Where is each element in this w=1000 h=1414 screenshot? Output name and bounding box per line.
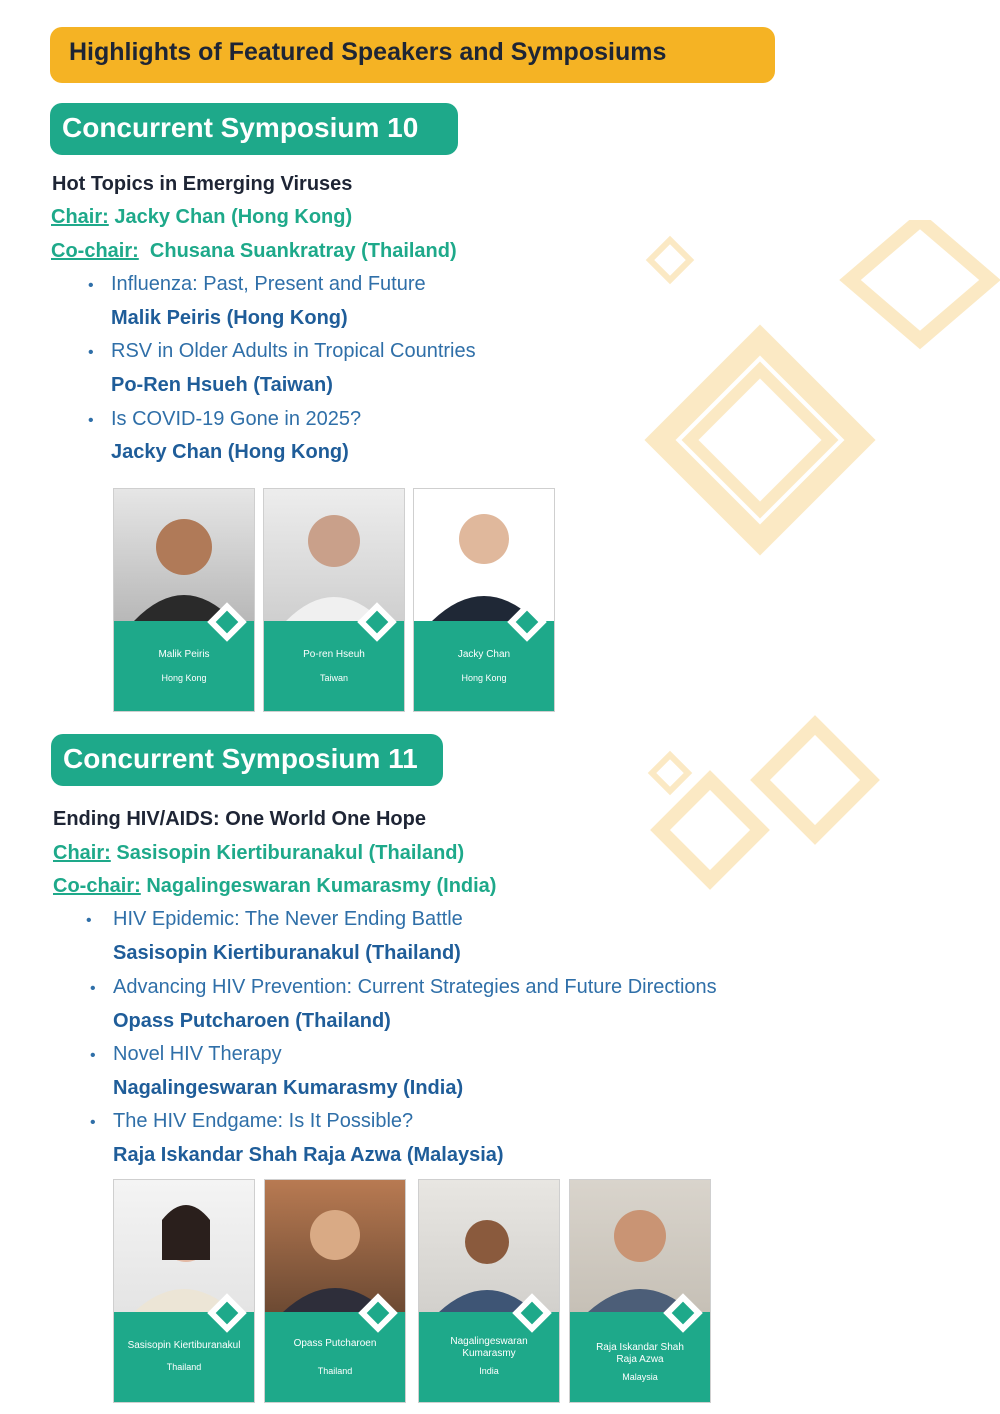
cochair-value: Nagalingeswaran Kumarasmy (India): [140, 875, 497, 897]
bullet-dot: •: [90, 980, 96, 997]
cochair-value: Chusana Suankratray (Thailand): [138, 240, 457, 262]
talk-speaker: Po-Ren Hsueh (Taiwan): [111, 374, 333, 396]
symposium-10-cochair: [51, 240, 457, 263]
symposium-10-topic: Hot Topics in Emerging Viruses: [52, 173, 353, 195]
speaker-card-name: Jacky Chan: [457, 649, 511, 660]
symposium-10-title: Concurrent Symposium 10: [62, 112, 419, 143]
speaker-card: [113, 1179, 255, 1403]
cochair-label: Co-chair:: [51, 240, 139, 262]
speaker-card-country: India: [479, 1366, 499, 1376]
emblem-icon: [204, 599, 250, 645]
chair-value: Jacky Chan (Hong Kong): [108, 206, 353, 228]
speaker-card: [413, 488, 555, 712]
chair-label: Chair:: [51, 206, 109, 228]
symposium-10-banner: [50, 103, 458, 155]
page-title: Highlights of Featured Speakers and Symposiums: [69, 38, 667, 66]
talk-speaker: Raja Iskandar Shah Raja Azwa (Malaysia): [113, 1144, 504, 1166]
talk-speaker: Opass Putcharoen (Thailand): [113, 1010, 391, 1032]
speaker-card-name: Raja Iskandar Shah Raja Azwa: [596, 1342, 684, 1365]
speaker-card: [263, 488, 405, 712]
speaker-card-name: Malik Peiris: [158, 649, 210, 660]
speaker-card: [569, 1179, 711, 1403]
bullet-dot: •: [90, 1114, 96, 1131]
bullet-dot: •: [88, 277, 94, 294]
bullet-dot: •: [90, 1047, 96, 1064]
speaker-card-name: Sasisopin Kiertiburanakul: [127, 1340, 241, 1351]
talk-speaker: Jacky Chan (Hong Kong): [111, 441, 349, 463]
bullet-dot: •: [88, 344, 94, 361]
emblem-icon: [355, 1290, 401, 1336]
talk-speaker: Malik Peiris (Hong Kong): [111, 307, 348, 329]
talk-speaker: Nagalingeswaran Kumarasmy (India): [113, 1077, 464, 1099]
speaker-card-country: Thailand: [317, 1366, 353, 1376]
speaker-card: [113, 488, 255, 712]
speaker-card-country: Malaysia: [622, 1372, 658, 1382]
emblem-icon: [354, 599, 400, 645]
bullet-dot: •: [86, 912, 92, 929]
talk-title: Is COVID-19 Gone in 2025?: [111, 408, 362, 430]
talk-title: RSV in Older Adults in Tropical Countries: [111, 340, 476, 362]
speaker-card-country: Hong Kong: [461, 673, 507, 683]
cochair-label: Co-chair:: [53, 875, 141, 897]
chair-value: Sasisopin Kiertiburanakul (Thailand): [110, 842, 465, 864]
symposium-10-chair: [51, 206, 352, 229]
speaker-card-name: Po-ren Hseuh: [303, 649, 365, 660]
speaker-card: [264, 1179, 406, 1403]
talk-title: The HIV Endgame: Is It Possible?: [113, 1110, 414, 1132]
chair-label: Chair:: [53, 842, 111, 864]
emblem-icon: [204, 1290, 250, 1336]
background-ornament: [560, 220, 1000, 920]
bullet-dot: •: [88, 412, 94, 429]
emblem-icon: [660, 1290, 706, 1336]
symposium-11-chair: [53, 842, 464, 865]
speaker-card-name: Opass Putcharoen: [293, 1338, 377, 1349]
talk-speaker: Sasisopin Kiertiburanakul (Thailand): [113, 942, 461, 964]
symposium-11-title: Concurrent Symposium 11: [63, 743, 418, 774]
speaker-card: [418, 1179, 560, 1403]
speaker-card-country: Thailand: [166, 1362, 202, 1372]
talk-title: HIV Epidemic: The Never Ending Battle: [113, 908, 463, 930]
speaker-card-name: Nagalingeswaran Kumarasmy: [450, 1336, 528, 1359]
symposium-11-cochair: [53, 875, 496, 898]
header-banner: [50, 27, 775, 83]
speaker-card-country: Taiwan: [319, 673, 348, 683]
symposium-11-banner: [51, 734, 443, 786]
symposium-11-topic: Ending HIV/AIDS: One World One Hope: [53, 808, 426, 830]
emblem-icon: [504, 599, 550, 645]
talk-title: Influenza: Past, Present and Future: [111, 273, 426, 295]
emblem-icon: [509, 1290, 555, 1336]
talk-title: Advancing HIV Prevention: Current Strategies and Future Directions: [113, 976, 717, 998]
talk-title: Novel HIV Therapy: [113, 1043, 282, 1065]
speaker-card-country: Hong Kong: [161, 673, 207, 683]
